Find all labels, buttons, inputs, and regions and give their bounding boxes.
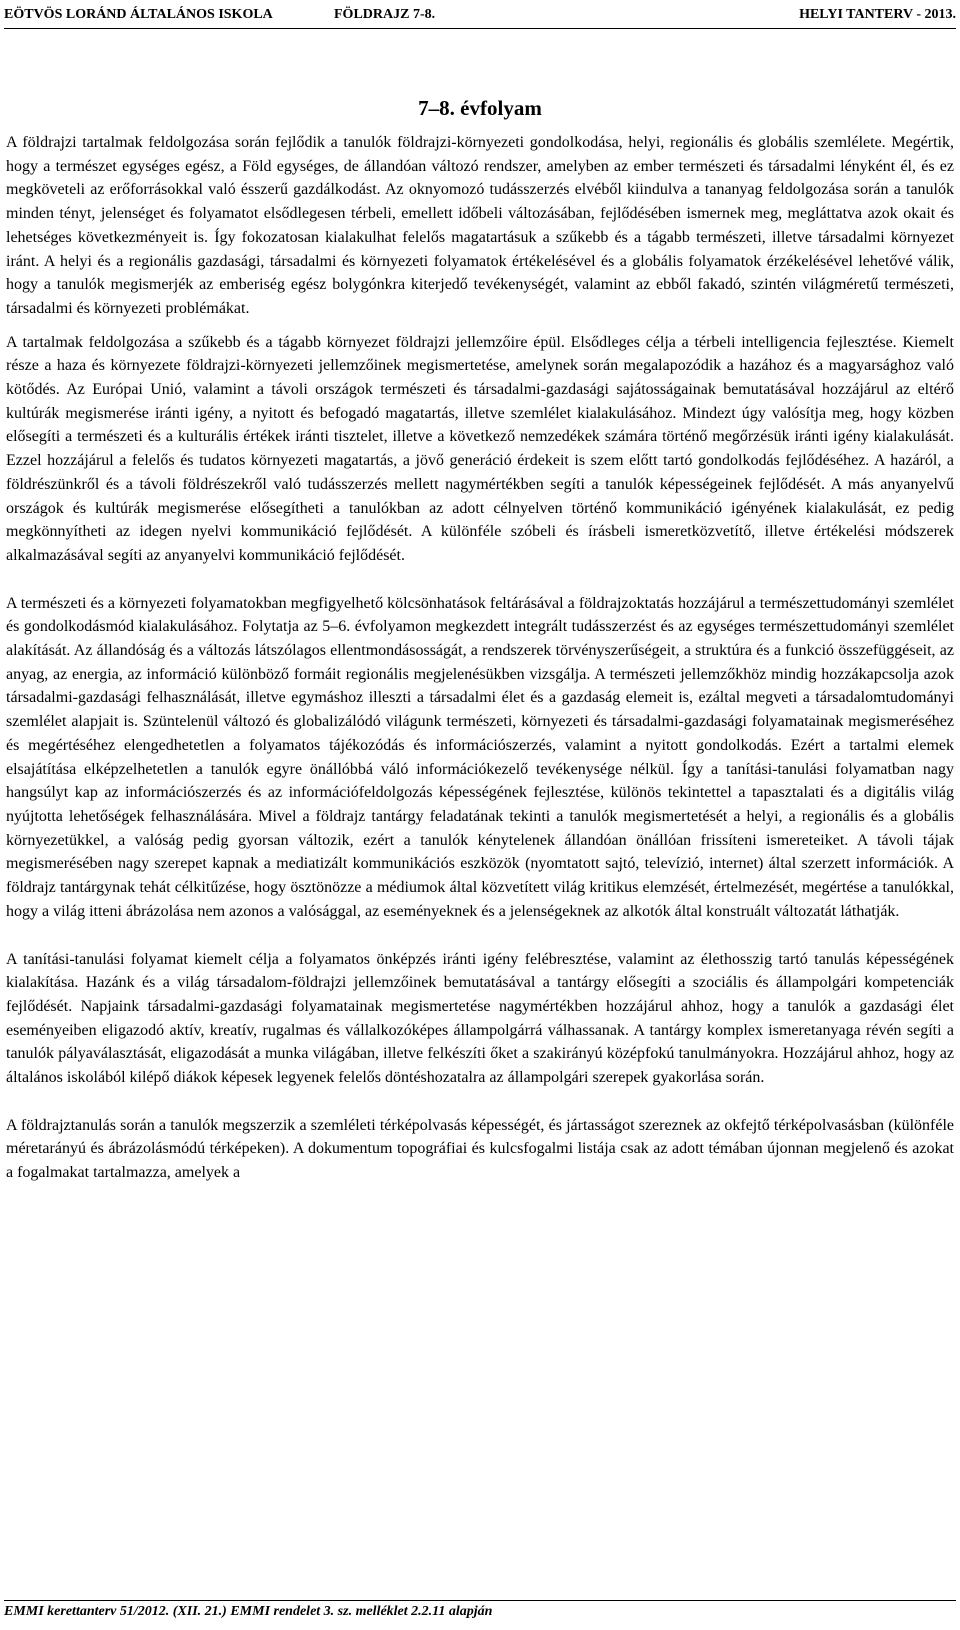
document-body (6, 95, 954, 1185)
paragraph-4: A tanítási-tanulási folyamat kiemelt célja a folyamatos önképzés iránti igény felébresztése, valamint az élethosszig tartó tanulás képességének kialakítása. Hazánk és a világ társadalom-földrajzi jellemzőinek bemutatásával a tantárgy elősegíti a szociális és állampolgári kompetenciák fejlődését. Napjaink társadalmi-gazdasági folyamatainak megismertetése nagymértékben hozzájárul ahhoz, hogy a tanulók a gazdasági élet eseményeiben eligazodó aktív, kreatív, rugalmas és vállalkozóképes állampolgárrá válhassanak. A tantárgy komplex ismeretanyaga révén segíti a tanulók pályaválasztását, eligazodását a munka világában, illetve felkészíti őket a szakirányú középfokú tanulmányokra. Hozzájárul ahhoz, hogy az általános iskolából kilépő diákok képesek legyenek felelős döntéshozatalra az állampolgári szerepek gyakorlása során. (6, 950, 954, 1087)
page-footer (4, 1600, 956, 1620)
paragraph-2: A tartalmak feldolgozása a szűkebb és a tágabb környezet földrajzi jellemzőire épül. Elsődleges célja a térbeli intelligencia fejlesztése. Kiemelt része a haza és környezete földrajzi-környezeti jellemzőinek megismertetése, amelynek során megalapozódik a hazához és a magyarsághoz való kötődés. Az Európai Unió, valamint a távoli országok természeti és társadalmi-gazdasági sajátosságainak bemutatásával hozzájárul az eltérő kultúrák megismerése iránti igény, a nyitott és befogadó magatartás, illetve szemlélet kialakulásához. Mindezt úgy valósítja meg, hogy közben elősegíti a természeti és a kulturális értékek iránti tisztelet, illetve a következő nemzedékek számára történő megőrzésük iránti igény kialakulását. Ezzel hozzájárul a felelős és tudatos környezeti magatartás, a jövő generáció érdekeit is szem előtt tartó gondolkodás fejlődéséhez. A hazáról, a földrészünkről és a távoli földrészekről való tudásszerzés mellett nagymértékben segíti a tanulók képességeinek fejlődését. A más anyanyelvű országok és kultúrák megismerése elősegítheti a tanulókban az adott célnyelven történő kommunikáció igényének kialakulását, ez pedig megkönnyítheti az idegen nyelvi kommunikáció fejlődését. A különféle szóbeli és írásbeli ismeretközvetítő, illetve értékelési módszerek alkalmazásával segíti az anyanyelvi kommunikáció fejlődését. (6, 333, 954, 564)
paragraph-5: A földrajztanulás során a tanulók megszerzik a szemléleti térképolvasás képességét, és jártasságot szereznek az okfejtő térképolvasásban (különféle méretarányú és ábrázolásmódú térképeken). A dokumentum topográfiai és kulcsfogalmi listája csak az adott témában újonnan megjelenő és azokat a fogalmakat tartalmazza, amelyek a (6, 1116, 954, 1182)
header-school: EÖTVÖS LORÁND ÁLTALÁNOS ISKOLA (4, 7, 273, 22)
page-header (4, 0, 956, 29)
paragraph-3: A természeti és a környezeti folyamatokban megfigyelhető kölcsönhatások feltárásával a földrajzoktatás hozzájárul a természettudományi szemlélet és gondolkodásmód kialakulásához. Folytatja az 5–6. évfolyamon megkezdett integrált tudásszerzést és az egységes természettudományi szemlélet alakítását. Az állandóság és a változás látszólagos ellentmondásosságát, a rendszerek törvényszerűségeit, a struktúra és a funkció összefüggéseit, az anyag, az energia, az információ különböző formáit regionális megjelenésükben vizsgálja. A természeti jellemzőkhöz mindig hozzákapcsolja azok társadalmi-gazdasági felhasználását, illetve egymáshoz illeszti a társadalmi élet és a gazdaság elemeit is, ezáltal megveti a társadalomtudományi szemlélet alapjait is. Szüntelenül változó és globalizálódó világunk természeti, környezeti és társadalmi-gazdasági folyamatainak megismeréséhez és megértéséhez elengedhetetlen a folyamatos tájékozódás és információszerzés, valamint a nyitott gondolkodás. Ezért a tartalmi elemek elsajátítása elképzelhetetlen a tanulók egyre önállóbbá váló információkezelő tevékenysége nélkül. Így a tanítási-tanulási folyamatban nagy hangsúlyt kap az információszerzés és az információfeldolgozás képességének fejlesztése, különös tekintettel a tapasztalati és a digitális világ nyújtotta lehetőségek felhasználására. Mivel a földrajz tantárgy feladatának tekinti a tanulók megismertetését a helyi, a regionális és a globális környezetükkel, a valóság pedig gyorsan változik, ezért a tanulók kénytelenek állandóan önállóan frissíteni ismereteiket. A távoli tájak megismerésében nagy szerepet kapnak a mediatizált kommunikációs eszközök (nyomtatott sajtó, televízió, internet) által szerzett információk. A földrajz tantárgynak tehát célkitűzése, hogy ösztönözze a médiumok által közvetített világ kritikus elemzését, értelmezését, megértése a tanulókkal, hogy a világ itteni ábrázolása nem azonos a valósággal, az eseményeknek és a jelenségeknek az alkotók által konstruált változatát láthatják. (6, 594, 954, 920)
header-subject: FÖLDRAJZ 7-8. (334, 7, 436, 22)
paragraph-1: A földrajzi tartalmak feldolgozása során fejlődik a tanulók földrajzi-környezeti gondolkodása, helyi, regionális és globális szemlélete. Megértik, hogy a természet egységes egész, a Föld egységes, de állandóan változó rendszer, amelyben az ember természeti és társadalmi lényként él, és ez megköveteli az erőforrásokkal való ésszerű gazdálkodást. Az oknyomozó tudásszerzés elvéből kiindulva a tananyag feldolgozása során a tanulók minden tényt, jelenséget és folyamatot elsődlegesen térbeli, emellett időbeli változásában, fejlődésében ismernek meg, megláttatva azok okait és lehetséges következményeit is. Így fokozatosan kialakulhat felelős magatartásuk a szűkebb és a tágabb természeti, illetve társadalmi környezet iránt. A helyi és a regionális gazdasági, társadalmi és környezeti folyamatok értékelésével és a globális folyamatok érzékelésével lehetővé válik, hogy a tanulók megismerjék az emberiség egész bolygónkra kiterjedő tevékenységét, valamint az ebből fakadó, szintén világméretű természeti, társadalmi és környezeti problémákat. (6, 134, 954, 317)
header-curriculum: HELYI TANTERV - 2013. (799, 7, 956, 22)
grade-heading: 7–8. évfolyam (418, 96, 542, 120)
footer-text: EMMI kerettanterv 51/2012. (XII. 21.) EMMI rendelet 3. sz. melléklet 2.2.11 alapján (4, 1604, 493, 1619)
